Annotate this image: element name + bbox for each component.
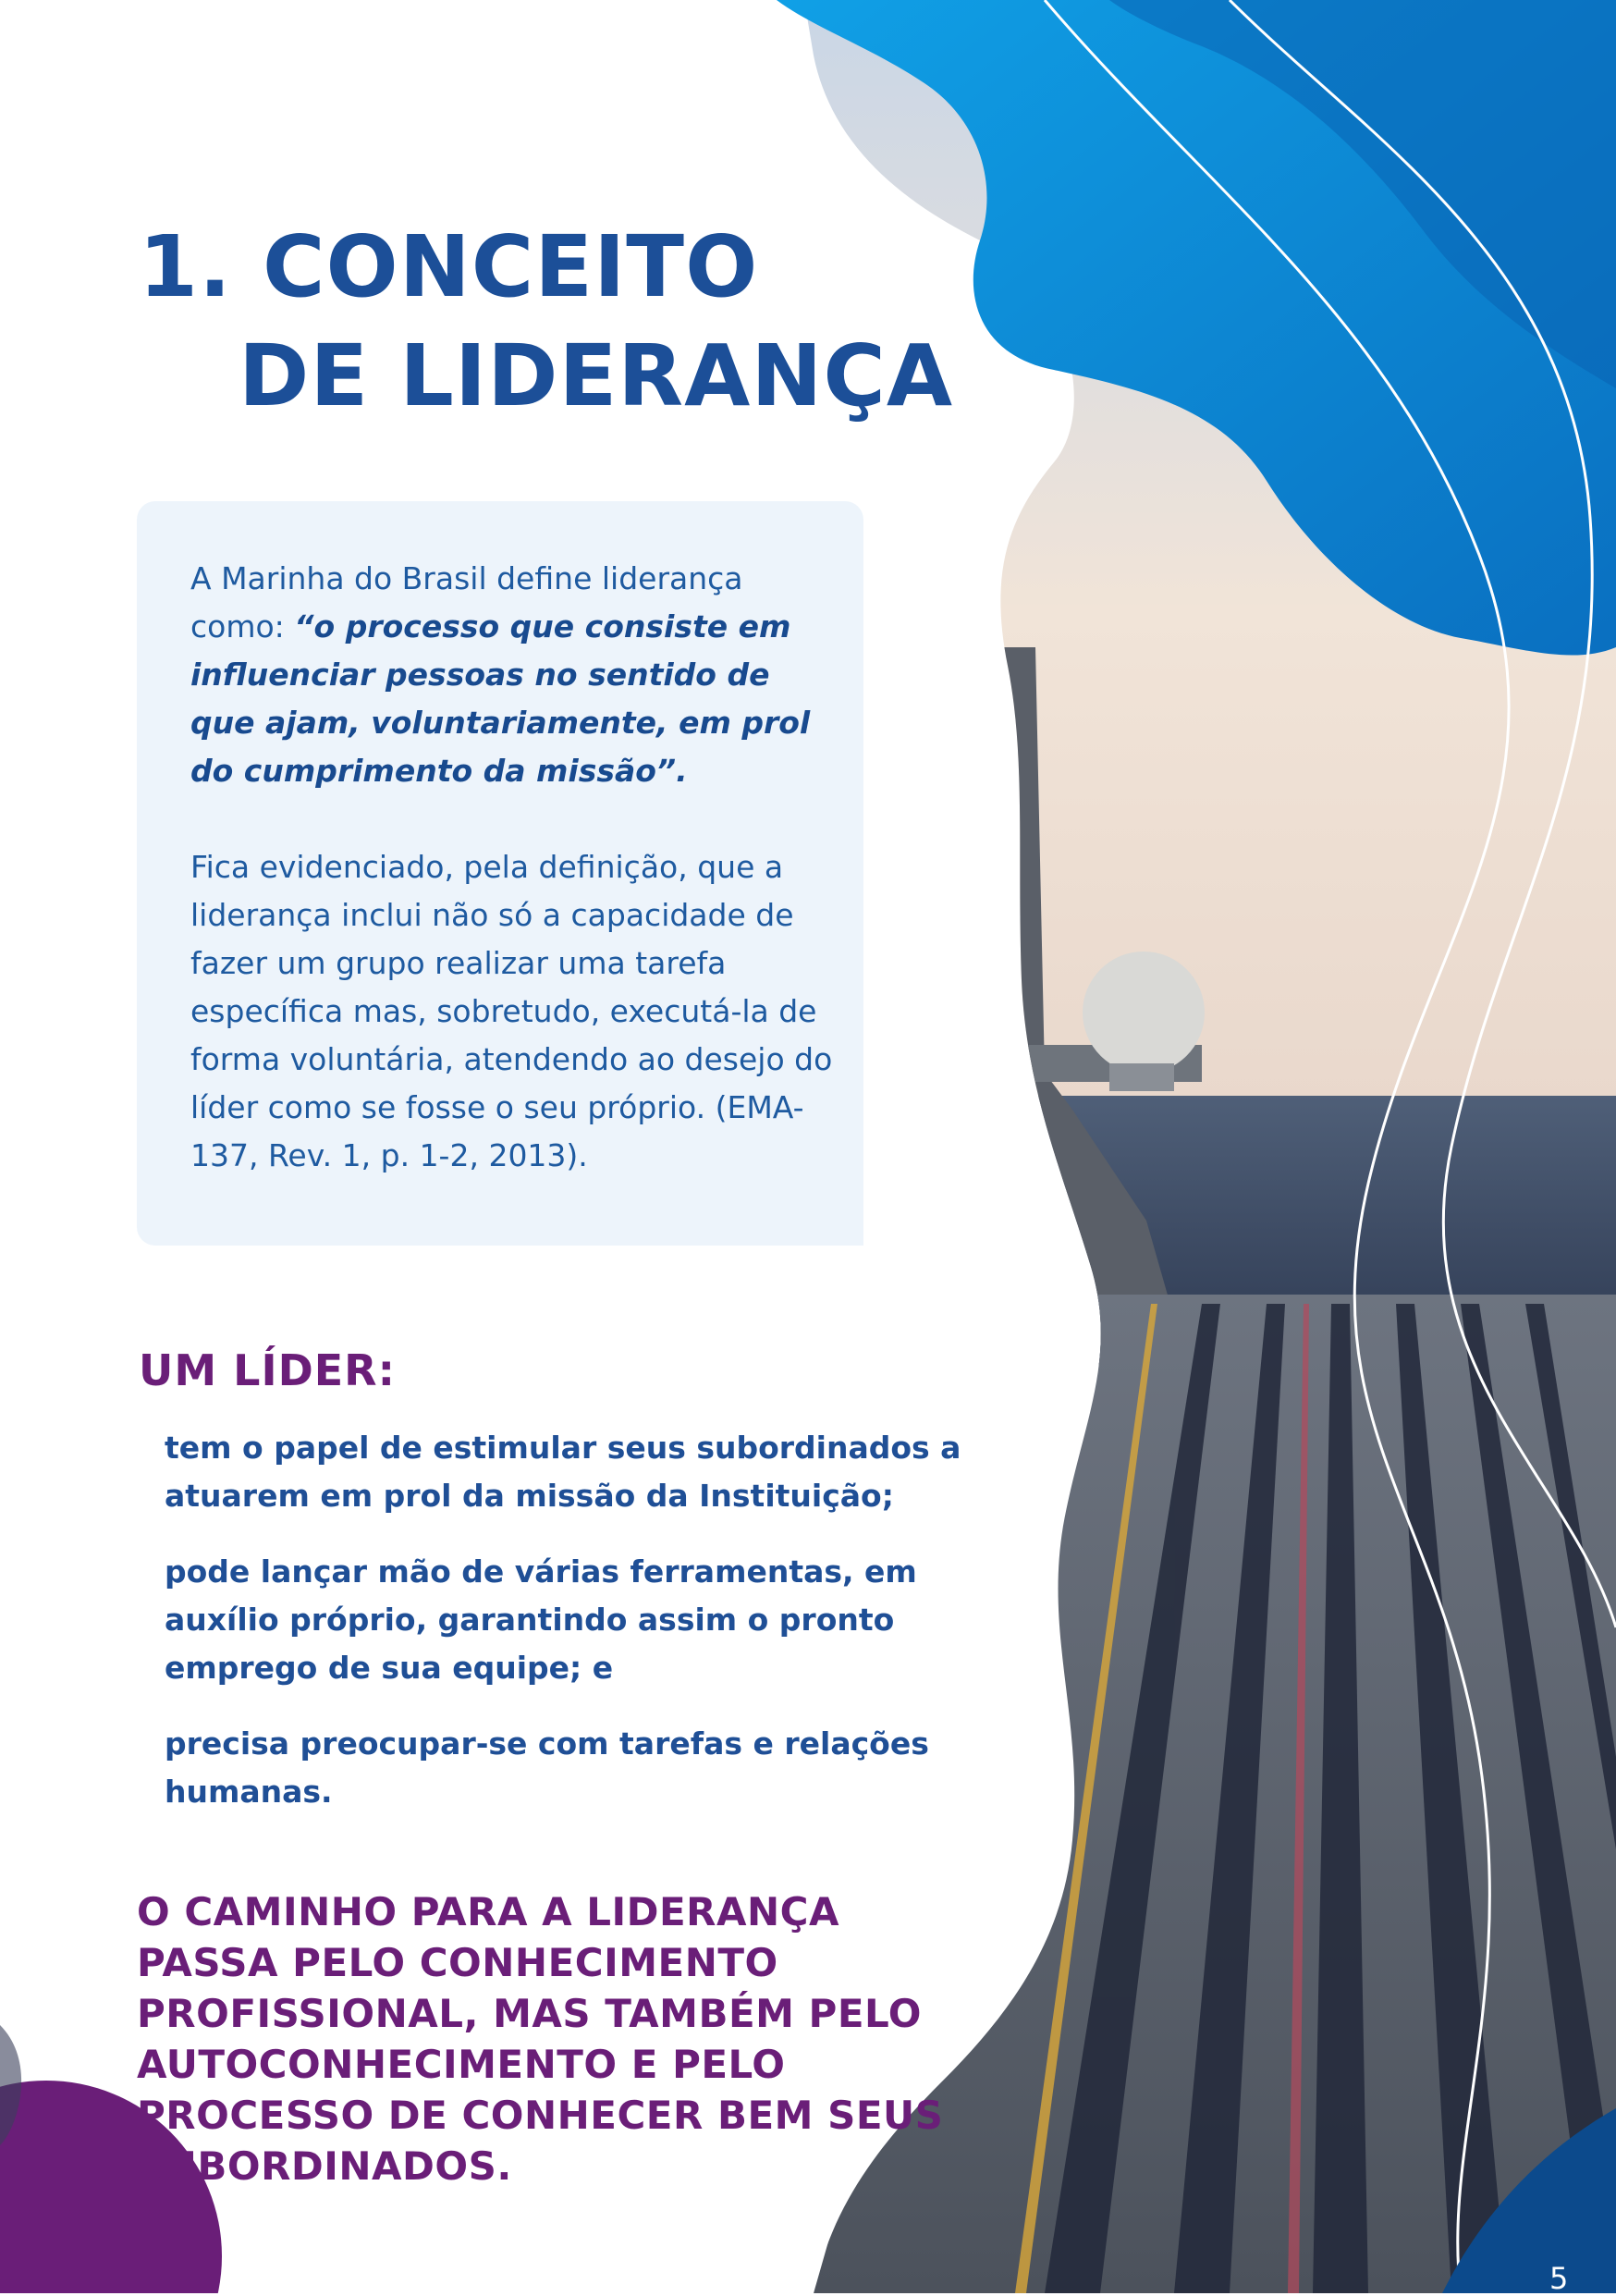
list-item: pode lançar mão de várias ferramentas, em auxílio próprio, garantindo assim o pronto emprego de sua equipe; e: [165, 1553, 917, 1686]
definition-quote: “o processo que consiste em influenciar pessoas no sentido de que ajam, voluntariamente, em prol do cumprimento da missão”.: [190, 608, 811, 789]
title-line-2: DE LIDERANÇA: [239, 326, 954, 425]
list-item: precisa preocupar-se com tarefas e relações humanas.: [165, 1725, 929, 1810]
title-line-1: 1. CONCEITO: [139, 217, 759, 316]
definition-explanation: Fica evidenciado, pela definição, que a liderança inclui não só a capacidade de fazer um grupo realizar uma tarefa específica mas, sobretudo, executá-la de forma voluntária, atendendo ao desejo do líder como se fosse o seu próprio. (EMA-137, Rev. 1, p. 1-2, 2013).: [190, 849, 833, 1173]
definition-box: [137, 501, 863, 1246]
leader-list: [165, 1424, 978, 1844]
closing-statement: O CAMINHO PARA A LIDERANÇA PASSA PELO CONHECIMENTO PROFISSIONAL, MAS TAMBÉM PELO AUTOCONHECIMENTO E PELO PROCESSO DE CONHECER BEM SEUS SUBORDINADOS.: [137, 1889, 944, 2189]
list-item: tem o papel de estimular seus subordinados a atuarem em prol da missão da Instituição;: [165, 1430, 961, 1514]
page-title: [139, 213, 953, 431]
page-number: 5: [1549, 2261, 1569, 2296]
leader-heading: UM LÍDER:: [139, 1345, 396, 1395]
definition-text: [190, 555, 836, 795]
definition-intro: A Marinha do Brasil define liderança como:: [190, 560, 743, 645]
